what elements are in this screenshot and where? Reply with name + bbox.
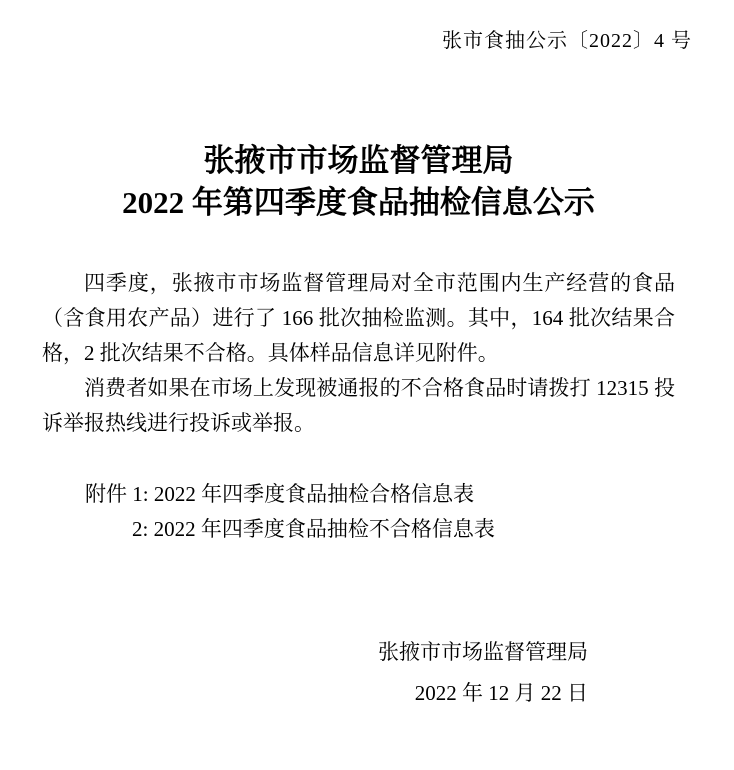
body-paragraph-2: 消费者如果在市场上发现被通报的不合格食品时请拨打 12315 投诉举报热线进行投诉或举报。 (42, 376, 675, 435)
document-title-line1: 张掖市市场监督管理局 (203, 143, 514, 178)
attachment-line-2: 2: 2022 年四季度食品抽检不合格信息表 (132, 517, 495, 541)
attachment-list (42, 477, 675, 547)
issue-date: 2022 年 12 月 22 日 (414, 681, 588, 705)
document-reference-number: 张市食抽公示〔2022〕4 号 (442, 30, 692, 52)
document-title-line2: 2022 年第四季度食品抽检信息公示 (122, 185, 595, 220)
attachment-line-1: 附件 1: 2022 年四季度食品抽检合格信息表 (85, 482, 475, 506)
document-title (42, 140, 675, 224)
body-paragraph-1: 四季度，张掖市市场监督管理局对全市范围内生产经营的食品（含食用农产品）进行了 166 批次抽检监测。其中，164 批次结果合格，2 批次结果不合格。具体样品信息详见附件。 (42, 271, 675, 365)
signature-block (378, 632, 588, 714)
document-body (42, 266, 675, 547)
issuer-signature: 张掖市市场监督管理局 (378, 640, 588, 664)
